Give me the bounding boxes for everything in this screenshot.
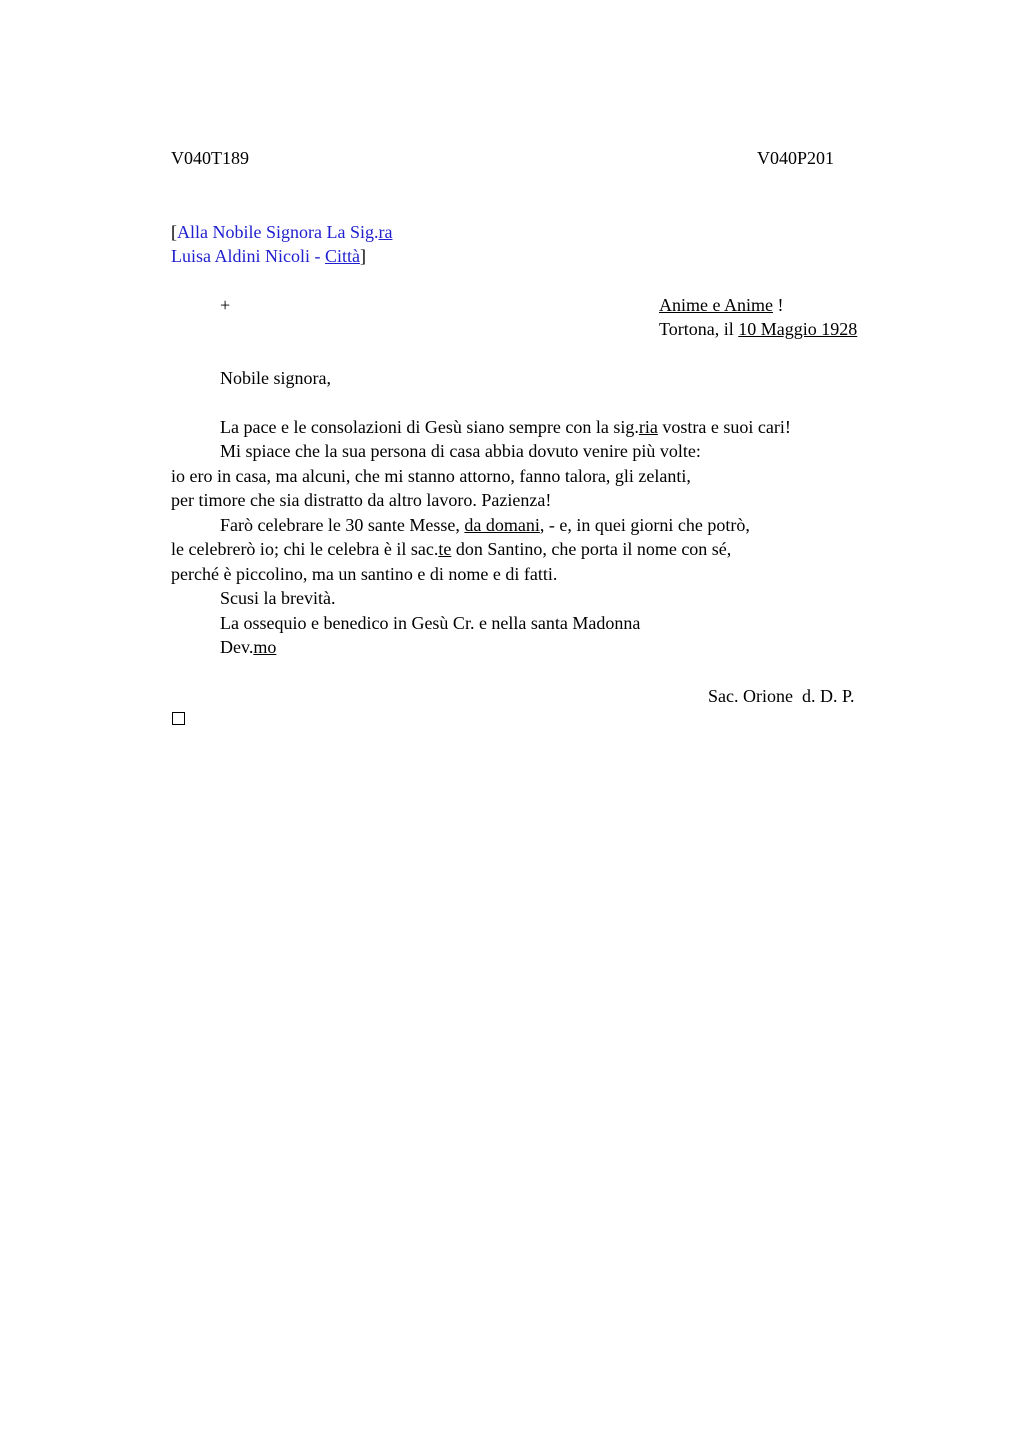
closing-text: Dev. (220, 637, 254, 657)
body-paragraph-3-line-3: perché è piccolino, ma un santino e di nome e di fatti. (171, 564, 558, 584)
body-paragraph-3-line-1 (220, 513, 750, 537)
left-code: V040T189 (171, 148, 249, 168)
signature: Sac. Orione d. D. P. (708, 686, 855, 706)
right-code: V040P201 (757, 148, 835, 168)
body-text: Farò celebrare le 30 sante Messe, (220, 515, 465, 535)
body-abbrev: ria (638, 417, 658, 437)
address-recipient-name: Luisa Aldini Nicoli - (171, 246, 325, 266)
body-emphasis: da domani (464, 515, 540, 535)
body-text: le celebrerò io; chi le celebra è il sac. (171, 539, 439, 559)
body-text: La pace e le consolazioni di Gesù siano sempre con la sig. (220, 417, 639, 437)
dateline-prefix: Tortona, il (659, 319, 739, 339)
motto-suffix: ! (772, 295, 784, 315)
end-of-document-box-icon (172, 712, 185, 725)
body-text: don Santino, che porta il nome con sé, (451, 539, 732, 559)
address-line-2 (171, 244, 366, 268)
address-recipient-title: Alla Nobile Signora La Sig. (177, 222, 379, 242)
address-city: Città (324, 246, 360, 266)
address-recipient-title-suffix: ra (378, 222, 393, 242)
address-line-1 (171, 220, 392, 244)
address-close-bracket: ] (359, 246, 366, 266)
body-paragraph-2-line-2: io ero in casa, ma alcuni, che mi stanno attorno, fanno talora, gli zelanti, (171, 466, 691, 486)
motto (659, 293, 783, 317)
cross-symbol: + (220, 295, 231, 315)
body-text: vostra e suoi cari! (657, 417, 791, 437)
motto-text: Anime e Anime (659, 295, 773, 315)
body-paragraph-2-line-1: Mi spiace che la sua persona di casa abbia dovuto venire più volte: (220, 441, 701, 461)
body-paragraph-1 (220, 415, 791, 439)
body-paragraph-3-line-2 (171, 537, 731, 561)
address-open-bracket: [ (171, 222, 177, 242)
body-paragraph-2-line-3: per timore che sia distratto da altro lavoro. Pazienza! (171, 490, 552, 510)
salutation: Nobile signora, (220, 368, 331, 388)
body-abbrev: te (438, 539, 452, 559)
dateline-date: 10 Maggio 1928 (738, 319, 858, 339)
body-paragraph-4: Scusi la brevità. (220, 588, 336, 608)
closing-abbrev: mo (253, 637, 277, 657)
body-text: , - e, in quei giorni che potrò, (539, 515, 750, 535)
closing (220, 635, 276, 659)
body-paragraph-5: La ossequio e benedico in Gesù Cr. e nella santa Madonna (220, 613, 641, 633)
dateline (659, 317, 857, 341)
